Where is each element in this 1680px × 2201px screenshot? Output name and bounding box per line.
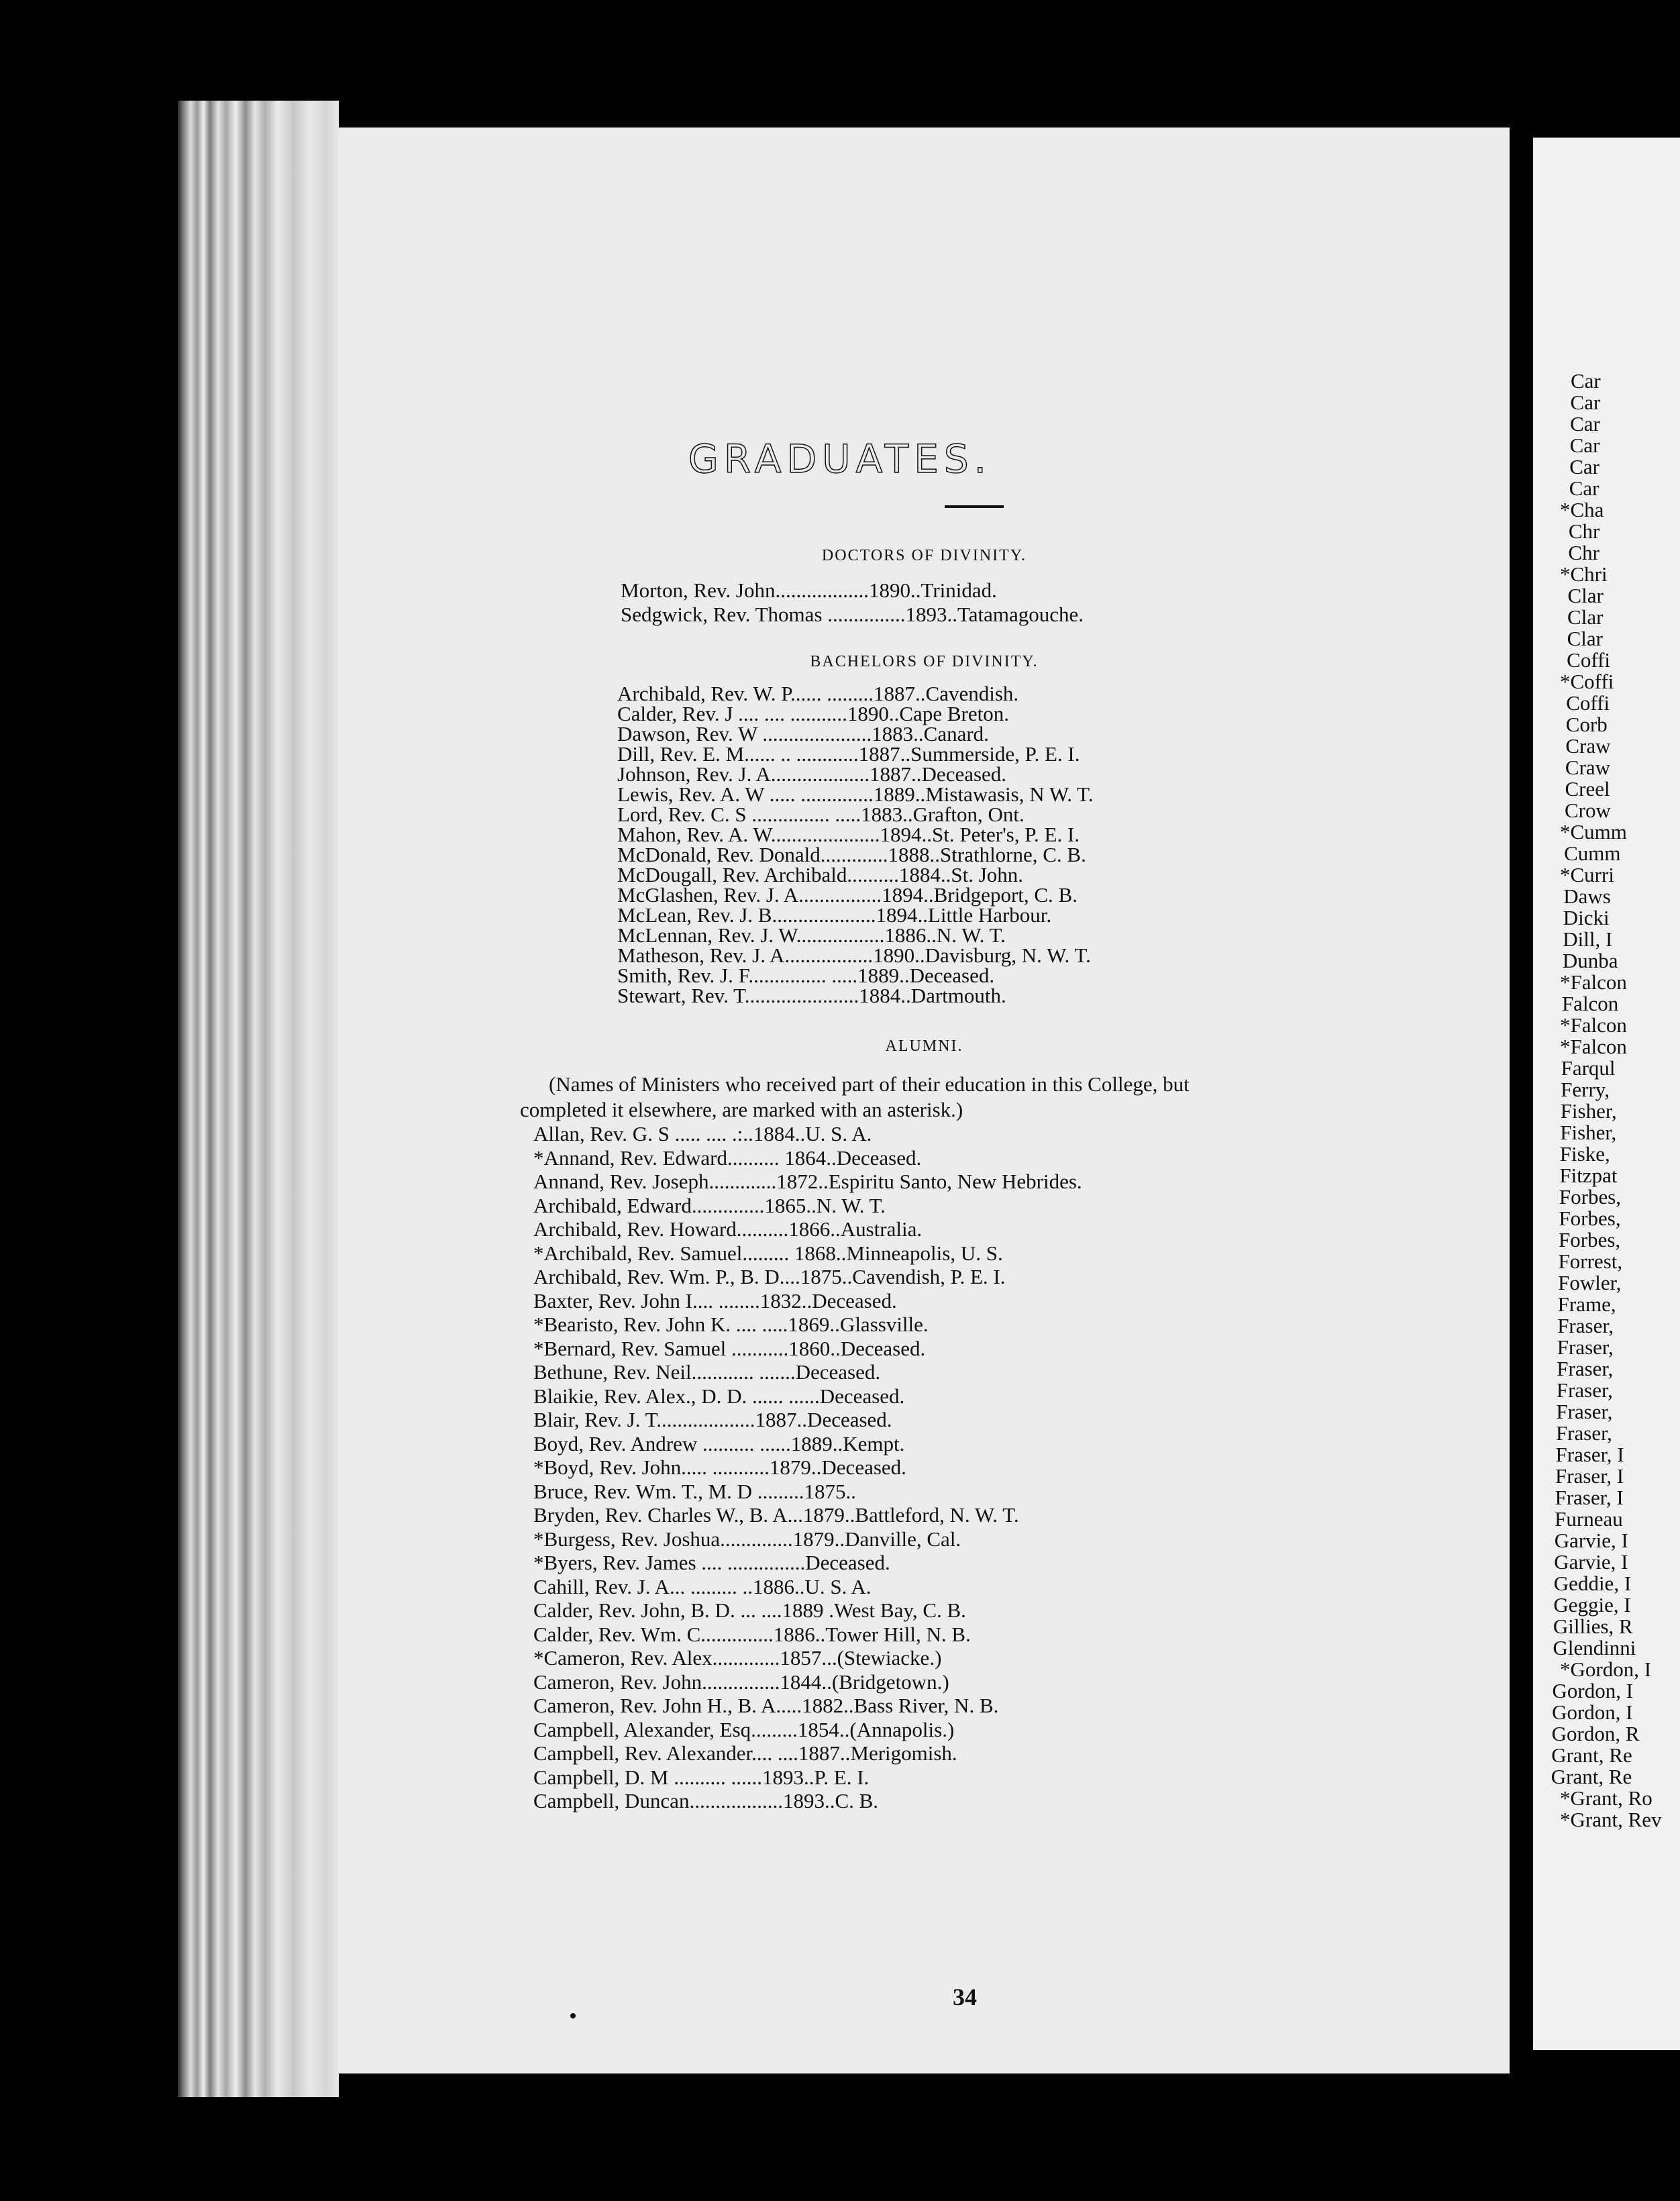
adjacent-page-line: Gordon, I	[1552, 1700, 1633, 1724]
page-number: 34	[953, 1984, 977, 2010]
alumni-entry: *Bearisto, Rev. John K. .... .....1869..Glassville.	[533, 1313, 929, 1336]
alumni-entry: *Bernard, Rev. Samuel ...........1860..Deceased.	[533, 1336, 926, 1360]
adjacent-page-line: Coffi	[1567, 648, 1611, 672]
adjacent-page-line: Fraser,	[1557, 1357, 1614, 1380]
adjacent-page-line: Garvie, I	[1554, 1550, 1628, 1574]
bachelors-heading: BACHELORS OF DIVINITY.	[810, 653, 1039, 670]
bachelor-entry: McDougall, Rev. Archibald..........1884..St. John.	[617, 863, 1024, 886]
adjacent-page-line: Fisher,	[1560, 1099, 1617, 1123]
bachelor-entry: Archibald, Rev. W. P...... .........1887..Cavendish.	[617, 682, 1019, 705]
alumni-entry: *Archibald, Rev. Samuel......... 1868..Minneapolis, U. S.	[533, 1241, 1003, 1265]
adjacent-page-line: Corb	[1565, 713, 1608, 736]
adjacent-page-line: *Curri	[1560, 863, 1614, 886]
adjacent-page-line: Clar	[1567, 584, 1604, 607]
doctors-heading: DOCTORS OF DIVINITY.	[821, 547, 1027, 564]
alumni-entry: Bethune, Rev. Neil............ .......Deceased.	[533, 1360, 881, 1384]
adjacent-page-line: Daws	[1563, 884, 1611, 908]
adjacent-page-line: *Grant, Rev	[1560, 1808, 1662, 1831]
bachelor-entry: Dill, Rev. E. M...... .. ............1887..Summerside, P. E. I.	[617, 742, 1080, 766]
adjacent-page-line: *Falcon	[1560, 970, 1627, 994]
alumni-entry: *Boyd, Rev. John..... ...........1879..Deceased.	[533, 1455, 906, 1479]
book-page-edges	[178, 101, 339, 2097]
alumni-entry: Cameron, Rev. John H., B. A.....1882..Bass River, N. B.	[533, 1694, 999, 1717]
adjacent-page-line: Fraser,	[1557, 1314, 1614, 1337]
adjacent-page-line: Fraser,	[1555, 1421, 1612, 1445]
adjacent-page-line: Car	[1571, 369, 1601, 393]
bachelor-entry: Johnson, Rev. J. A...................1887..Deceased.	[617, 762, 1007, 786]
alumni-heading: ALUMNI.	[885, 1037, 963, 1055]
adjacent-page-line: Craw	[1565, 756, 1611, 779]
alumni-entry: Bryden, Rev. Charles W., B. A...1879..Battleford, N. W. T.	[533, 1503, 1019, 1527]
adjacent-page-line: Fowler,	[1558, 1271, 1622, 1294]
alumni-entry: Campbell, Duncan..................1893..C. B.	[533, 1789, 879, 1812]
adjacent-page-line: Crow	[1565, 799, 1611, 822]
adjacent-page-line: Chr	[1568, 519, 1600, 543]
adjacent-page-line: Dill, I	[1563, 927, 1613, 951]
adjacent-page-line: Grant, Re	[1551, 1765, 1632, 1788]
alumni-entry: Blair, Rev. J. T...................1887..Deceased.	[533, 1408, 892, 1431]
adjacent-page-line: *Cumm	[1560, 820, 1627, 843]
bachelor-entry: Stewart, Rev. T......................1884..Dartmouth.	[617, 984, 1006, 1007]
adjacent-page-line: Fraser,	[1556, 1400, 1613, 1423]
adjacent-page-line: Car	[1569, 455, 1599, 478]
alumni-entry: Bruce, Rev. Wm. T., M. D .........1875..	[533, 1479, 857, 1503]
adjacent-page-line: *Coffi	[1560, 670, 1614, 693]
doctor-entry: Morton, Rev. John..................1890..Trinidad.	[621, 578, 997, 602]
adjacent-page-line: Geddie, I	[1553, 1572, 1632, 1595]
alumni-entry: Calder, Rev. John, B. D. ... ....1889 .West Bay, C. B.	[533, 1598, 966, 1622]
bachelor-entry: Smith, Rev. J. F............... .....1889..Deceased.	[617, 964, 995, 987]
adjacent-page-line: Car	[1569, 433, 1600, 457]
adjacent-page-line: Gordon, R	[1551, 1722, 1640, 1745]
alumni-entry: Baxter, Rev. John I.... ........1832..Deceased.	[533, 1288, 897, 1313]
adjacent-page-line: Garvie, I	[1554, 1529, 1628, 1552]
alumni-entry: Allan, Rev. G. S ..... .... .:..1884..U. S. A.	[533, 1122, 872, 1145]
alumni-entry: Archibald, Rev. Howard..........1866..Australia.	[533, 1217, 923, 1241]
alumni-entry: *Cameron, Rev. Alex.............1857...(Stewiacke.)	[533, 1646, 942, 1670]
bachelor-entry: Lewis, Rev. A. W ..... ..............1889..Mistawasis, N W. T.	[617, 782, 1094, 806]
adjacent-page-line: Car	[1569, 476, 1599, 500]
adjacent-page-line: Forbes,	[1559, 1228, 1621, 1251]
title-divider	[945, 505, 1004, 508]
alumni-entry: Blaikie, Rev. Alex., D. D. ...... ......Deceased.	[533, 1384, 905, 1408]
alumni-entry: Annand, Rev. Joseph.............1872..Espiritu Santo, New Hebrides.	[533, 1170, 1082, 1193]
adjacent-page-line: Fraser, I	[1555, 1486, 1624, 1509]
bachelor-entry: McLennan, Rev. J. W.................1886..N. W. T.	[617, 923, 1006, 947]
adjacent-page-line: Fraser,	[1557, 1335, 1614, 1359]
adjacent-page-line: *Cha	[1560, 498, 1604, 521]
adjacent-page-line: Forrest,	[1558, 1249, 1623, 1273]
adjacent-page-line: Glendinni	[1553, 1636, 1636, 1659]
adjacent-page-line: Car	[1570, 412, 1600, 436]
adjacent-page-line: Dunba	[1562, 949, 1618, 972]
bachelor-entry: Lord, Rev. C. S ............... .....1883..Grafton, Ont.	[617, 803, 1025, 826]
adjacent-page-line: Farqul	[1561, 1056, 1616, 1080]
bachelor-entry: McDonald, Rev. Donald.............1888..Strathlorne, C. B.	[617, 843, 1086, 866]
adjacent-page-line: Gillies, R	[1553, 1615, 1633, 1638]
alumni-entry: Campbell, D. M .......... ......1893..P. E. I.	[533, 1765, 870, 1789]
adjacent-page-line: Clar	[1567, 605, 1604, 629]
bachelor-entry: McLean, Rev. J. B....................1894..Little Harbour.	[617, 903, 1052, 927]
bachelor-entry: McGlashen, Rev. J. A................1894..Bridgeport, C. B.	[617, 883, 1078, 907]
adjacent-page-line: Coffi	[1566, 691, 1610, 715]
bachelor-entry: Matheson, Rev. J. A.................1890..Davisburg, N. W. T.	[617, 943, 1091, 967]
adjacent-page-line: Geggie, I	[1553, 1593, 1631, 1617]
alumni-entry: Campbell, Rev. Alexander.... ....1887..Merigomish.	[533, 1741, 957, 1765]
adjacent-page-line: *Chri	[1560, 562, 1608, 586]
adjacent-page-line: *Falcon	[1560, 1035, 1627, 1058]
adjacent-page-line: Falcon	[1561, 992, 1619, 1015]
alumni-entry: Archibald, Rev. Wm. P., B. D....1875..Cavendish, P. E. I.	[533, 1265, 1006, 1288]
bachelor-entry: Calder, Rev. J .... .... ...........1890..Cape Breton.	[617, 702, 1009, 725]
alumni-entry: Cameron, Rev. John...............1844..(Bridgetown.)	[533, 1670, 949, 1694]
bachelor-entry: Dawson, Rev. W .....................1883..Canard.	[617, 722, 989, 746]
doctor-entry: Sedgwick, Rev. Thomas ...............1893..Tatamagouche.	[621, 603, 1084, 626]
alumni-entry: Calder, Rev. Wm. C..............1886..Tower Hill, N. B.	[533, 1622, 971, 1646]
adjacent-page-line: Forbes,	[1559, 1185, 1622, 1209]
adjacent-page-line: Fraser, I	[1555, 1464, 1624, 1488]
alumni-entry: *Byers, Rev. James .... ...............Deceased.	[533, 1551, 890, 1574]
adjacent-page-line: Gordon, I	[1552, 1679, 1634, 1702]
alumni-entry: *Burgess, Rev. Joshua..............1879..Danville, Cal.	[533, 1527, 961, 1551]
alumni-note-line-1: (Names of Ministers who received part of their education in this College, but	[549, 1072, 1190, 1096]
adjacent-page-line: Cumm	[1564, 841, 1621, 865]
alumni-entry: *Annand, Rev. Edward.......... 1864..Deceased.	[533, 1145, 922, 1170]
adjacent-page-line: Ferry,	[1561, 1078, 1610, 1101]
adjacent-page-line: Grant, Re	[1551, 1743, 1632, 1767]
adjacent-page	[1533, 138, 1680, 2050]
adjacent-page-line: *Gordon, I	[1560, 1657, 1652, 1681]
alumni-entry: Boyd, Rev. Andrew .......... ......1889..Kempt.	[533, 1431, 905, 1455]
adjacent-page-line: Clar	[1567, 627, 1603, 650]
adjacent-page-line: Fraser, I	[1555, 1443, 1624, 1466]
alumni-entry: Cahill, Rev. J. A... ......... ..1886..U. S. A.	[533, 1574, 872, 1598]
adjacent-page-line: Fisher,	[1560, 1121, 1617, 1144]
adjacent-page-line: Fraser,	[1556, 1378, 1613, 1402]
alumni-entry: Campbell, Alexander, Esq.........1854..(Annapolis.)	[533, 1717, 955, 1741]
adjacent-page-line: Craw	[1565, 734, 1611, 758]
page-title: GRADUATES.	[688, 436, 992, 482]
alumni-note-line-2: completed it elsewhere, are marked with an asterisk.)	[520, 1098, 963, 1121]
adjacent-page-line: Forbes,	[1559, 1207, 1621, 1230]
adjacent-page-line: *Falcon	[1560, 1013, 1627, 1037]
adjacent-page-line: Dicki	[1563, 906, 1610, 929]
adjacent-page-line: Furneau	[1555, 1507, 1623, 1531]
ink-speck	[570, 2013, 576, 2018]
adjacent-page-line: Fitzpat	[1559, 1164, 1618, 1187]
adjacent-page-line: Creel	[1565, 777, 1610, 801]
adjacent-page-line: *Grant, Ro	[1560, 1786, 1652, 1810]
adjacent-page-line: Frame,	[1557, 1292, 1616, 1316]
adjacent-page-line: Car	[1570, 391, 1601, 414]
adjacent-page-line: Fiske,	[1559, 1142, 1610, 1166]
adjacent-page-line: Chr	[1568, 541, 1599, 564]
bachelor-entry: Mahon, Rev. A. W.....................1894..St. Peter's, P. E. I.	[617, 823, 1080, 846]
alumni-entry: Archibald, Edward..............1865..N. W. T.	[533, 1193, 886, 1217]
